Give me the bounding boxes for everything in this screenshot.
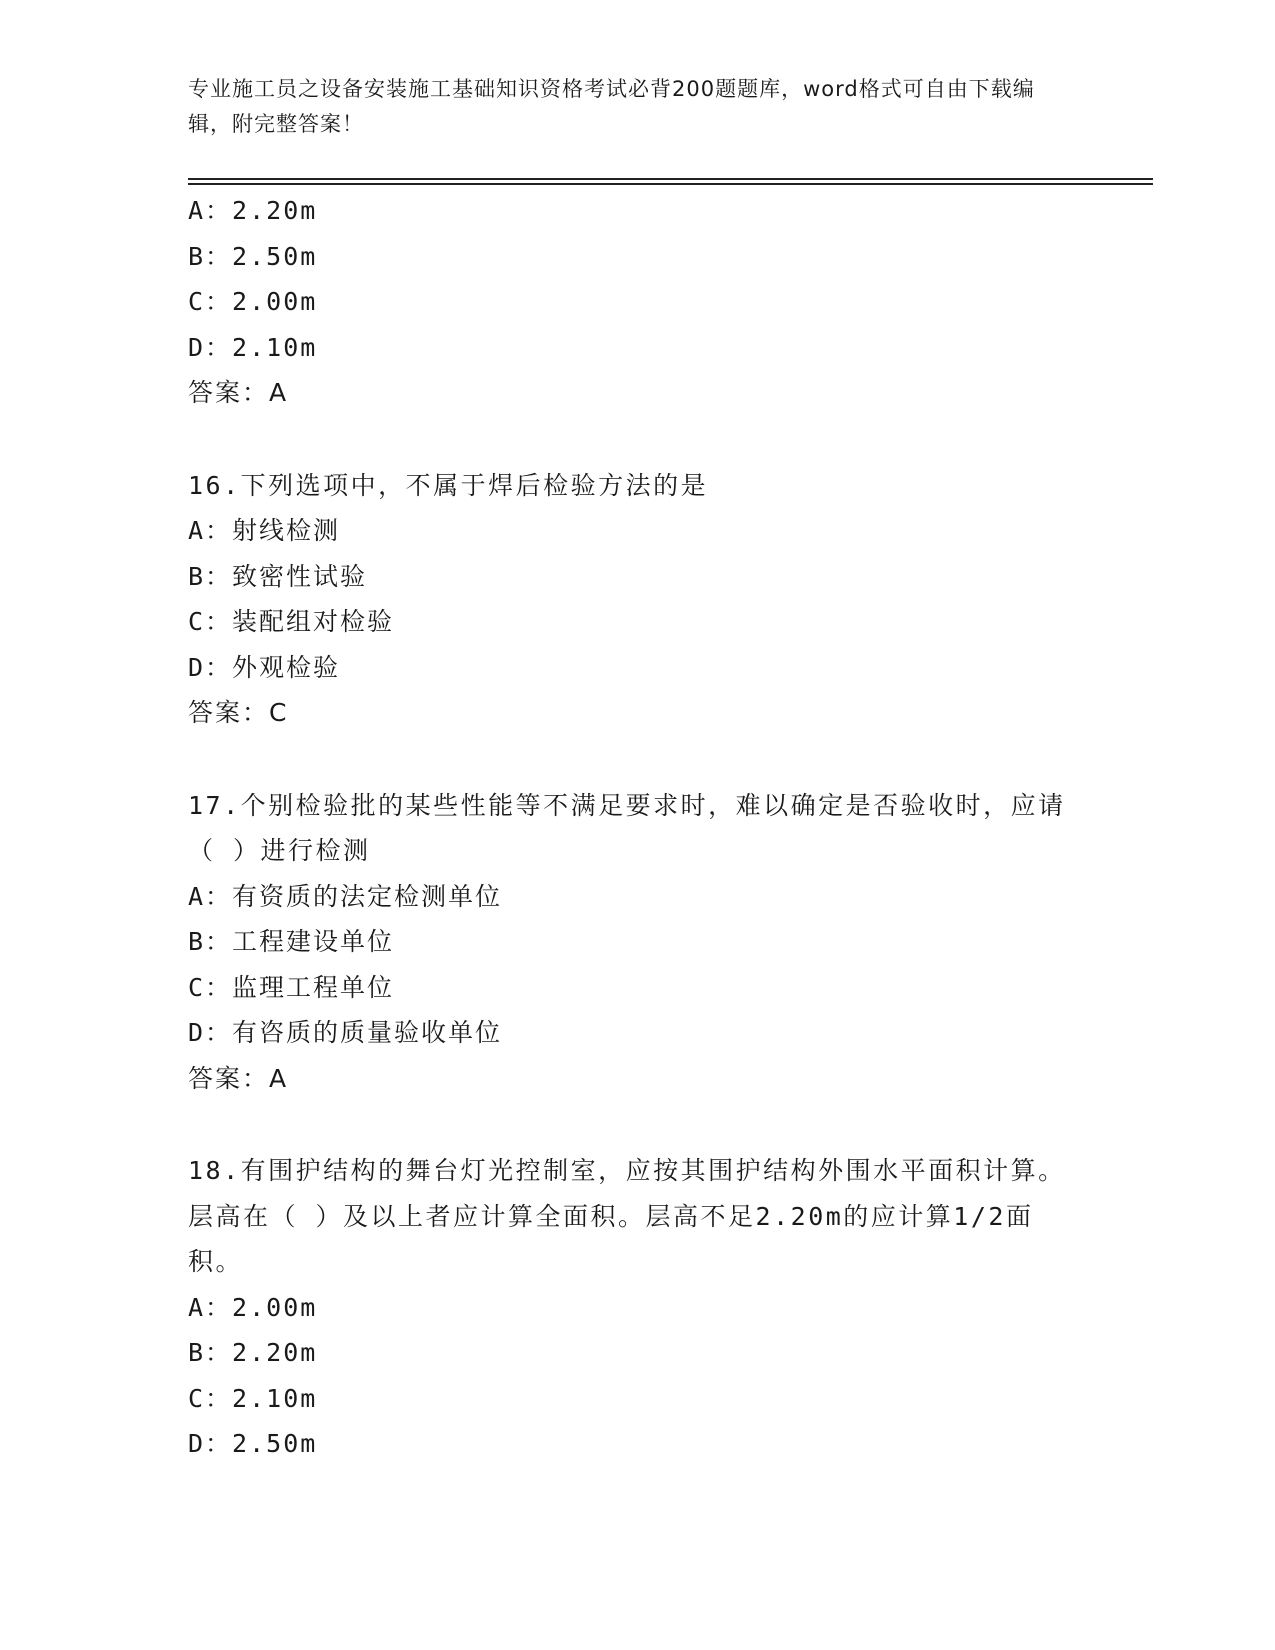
document-header: 专业施工员之设备安装施工基础知识资格考试必背200题题库，word格式可自由下载编辑，附完整答案！: [188, 77, 1035, 136]
option-d: D：有咨质的质量验收单位: [188, 1018, 503, 1047]
option-b: B：2.50m: [188, 241, 318, 271]
question-text: 17.个别检验批的某些性能等不满足要求时，难以确定是否验收时，应请（ ）进行检测: [188, 790, 1066, 865]
question-text: 18.有围护结构的舞台灯光控制室，应按其围护结构外围水平面积计算。层高在（ ）及以上者应计算全面积。层高不足2.20m的应计算1/2面积。: [188, 1156, 1066, 1276]
option-c: C：装配组对检验: [188, 607, 395, 636]
question-16: [188, 463, 1088, 736]
option-b: B：工程建设单位: [188, 927, 395, 956]
option-d: D：2.50m: [188, 1429, 318, 1458]
answer: 答案：A: [188, 1063, 289, 1093]
option-d: D：外观检验: [188, 652, 341, 682]
option-a: A：2.00m: [188, 1292, 318, 1322]
option-a: A：2.20m: [188, 196, 318, 225]
question-text: 16.下列选项中，不属于焊后检验方法的是: [188, 470, 709, 500]
option-a: A：射线检测: [188, 516, 341, 545]
answer: 答案：C: [188, 698, 289, 727]
question-content: [188, 188, 1088, 1467]
option-c: C：监理工程单位: [188, 972, 395, 1002]
option-a: A：有资质的法定检测单位: [188, 881, 503, 911]
question-15-continued: [188, 188, 1088, 416]
option-b: B：2.20m: [188, 1338, 318, 1367]
option-c: C：2.00m: [188, 287, 318, 316]
option-b: B：致密性试验: [188, 561, 368, 591]
header-divider-bottom: [188, 183, 1153, 185]
question-18: [188, 1148, 1088, 1467]
answer: 答案：A: [188, 378, 289, 407]
option-d: D：2.10m: [188, 332, 318, 362]
header-divider-top: [188, 178, 1153, 180]
question-17: [188, 783, 1088, 1102]
option-c: C：2.10m: [188, 1383, 318, 1413]
